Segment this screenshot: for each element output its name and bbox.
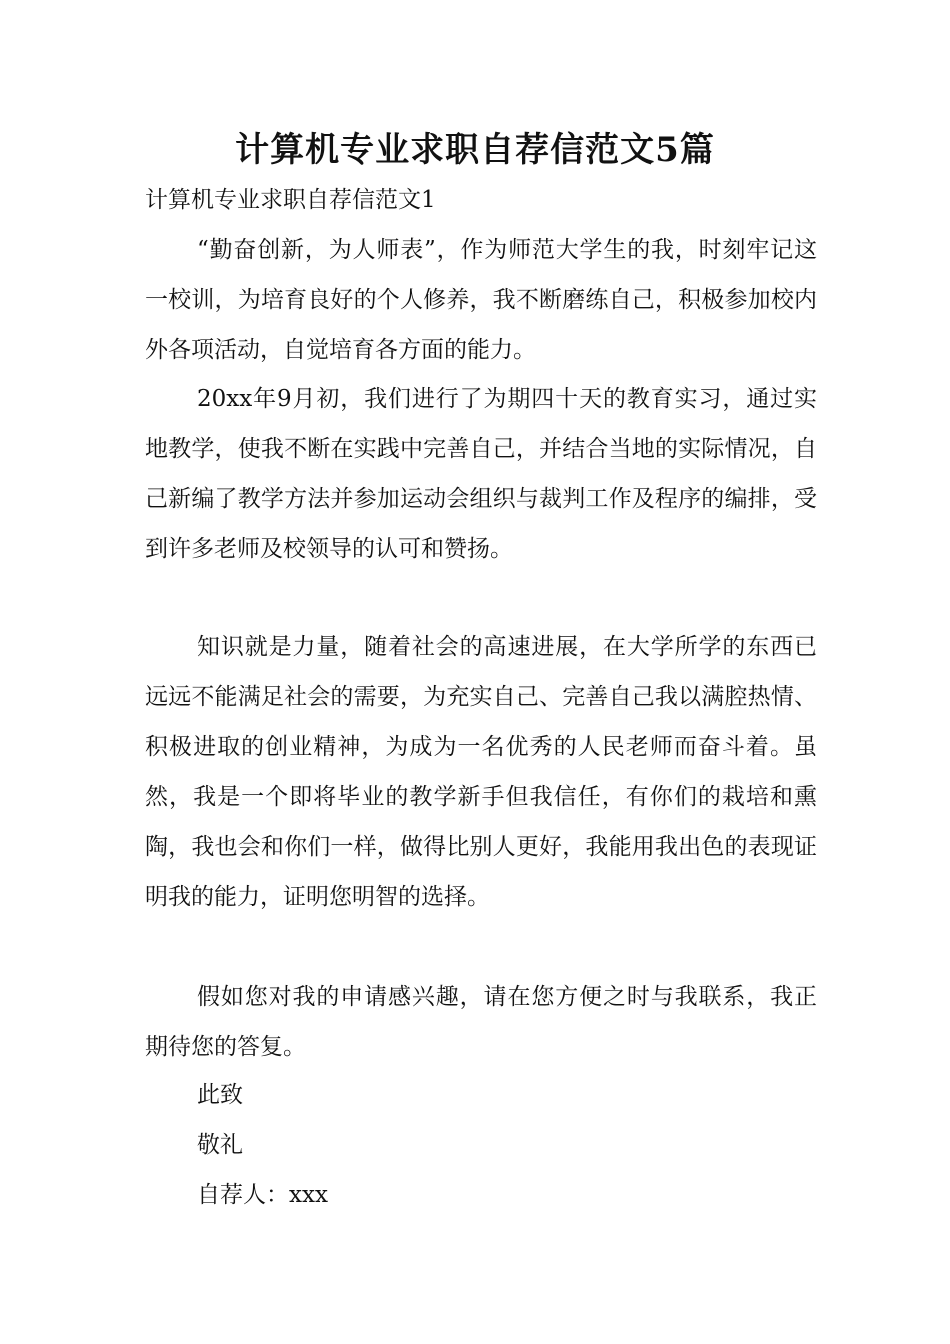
paragraph-1: “勤奋创新，为人师表”，作为师范大学生的我，时刻牢记这一校训，为培育良好的个人修养，我不断磨练自己，积极参加校内外各项活动，自觉培育各方面的能力。 bbox=[145, 237, 817, 363]
signature-line: 自荐人：xxx bbox=[197, 1182, 328, 1208]
paragraph-2: 20xx年9月初，我们进行了为期四十天的教育实习，通过实地教学，使我不断在实践中完善自己，并结合当地的实际情况，自己新编了教学方法并参加运动会组织与裁判工作及程序的编排，受到许多老师及校领导的认可和赞扬。 bbox=[145, 386, 817, 562]
closing-salutation-1: 此致 bbox=[197, 1082, 243, 1108]
section-heading: 计算机专业求职自荐信范文1 bbox=[145, 187, 436, 213]
document-title: 计算机专业求职自荐信范文5篇 bbox=[235, 130, 715, 170]
paragraph-3: 知识就是力量，随着社会的高速进展，在大学所学的东西已远远不能满足社会的需要，为充实自己、完善自己我以满腔热情、积极进取的创业精神，为成为一名优秀的人民老师而奋斗着。虽然，我是一个即将毕业的教学新手但我信任，有你们的栽培和熏陶，我也会和你们一样，做得比别人更好，我能用我出色的表现证明我的能力，证明您明智的选择。 bbox=[145, 634, 817, 910]
closing-salutation-2: 敬礼 bbox=[197, 1132, 243, 1158]
paragraph-4: 假如您对我的申请感兴趣，请在您方便之时与我联系，我正期待您的答复。 bbox=[145, 984, 817, 1060]
